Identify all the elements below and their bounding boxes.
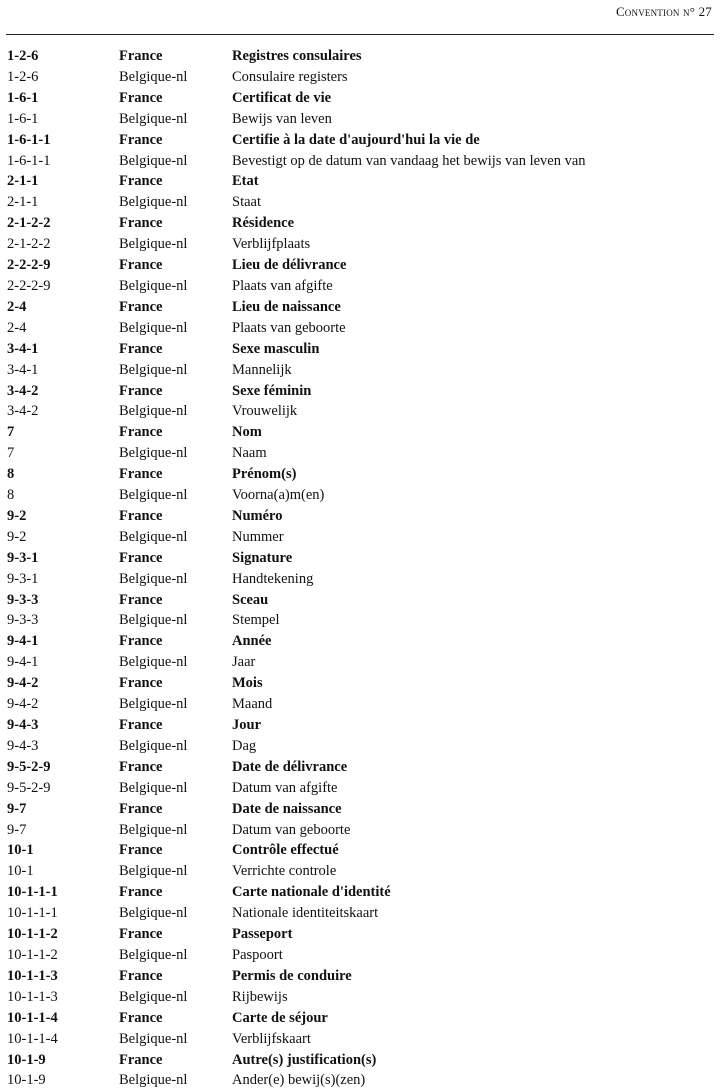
entry-label: Nummer (232, 528, 284, 545)
entry-country: Belgique-nl (119, 905, 188, 922)
entry-code: 2-4 (7, 319, 27, 336)
entry-label: Sceau (232, 591, 269, 608)
entry-code: 9-4-3 (7, 717, 39, 733)
entry-country: France (119, 1009, 163, 1026)
entry-code: 2-2-2-9 (7, 257, 51, 274)
table-row (7, 360, 713, 381)
entry-code: 9-4-2 (7, 696, 39, 713)
entry-country: Belgique-nl (119, 988, 188, 1005)
table-row (7, 1050, 713, 1071)
entry-label: Voorna(a)m(en) (232, 487, 325, 504)
table-row (7, 882, 713, 903)
table-row (7, 213, 713, 234)
entry-code: 1-6-1-1 (7, 131, 51, 148)
entry-country: Belgique-nl (119, 277, 188, 294)
entry-country: France (119, 717, 163, 733)
entry-code: 10-1-1-3 (7, 988, 58, 1005)
table-row (7, 569, 713, 590)
entry-country: France (119, 382, 163, 399)
entry-country: Belgique-nl (119, 110, 188, 127)
entry-code: 9-4-1 (7, 633, 39, 650)
entry-country: France (119, 884, 163, 901)
entry-country: France (119, 967, 163, 984)
entry-code: 8 (7, 466, 15, 483)
table-row (7, 297, 713, 318)
table-row (7, 401, 713, 422)
entry-code: 9-3-3 (7, 612, 39, 629)
entry-country: Belgique-nl (119, 194, 188, 211)
entry-label: Numéro (232, 507, 283, 524)
entry-label: Date de naissance (232, 800, 342, 817)
entry-label: Paspoort (232, 946, 283, 963)
entry-code: 9-4-1 (7, 654, 39, 671)
entry-code: 2-1-1 (7, 194, 39, 211)
entry-label: Handtekening (232, 570, 314, 587)
entry-label: Sexe masculin (232, 340, 320, 357)
entry-code: 3-4-2 (7, 403, 39, 420)
table-row (7, 590, 713, 611)
entry-label: Certifie à la date d'aujourd'hui la vie de (232, 131, 480, 148)
entry-label: Sexe féminin (232, 382, 312, 399)
entry-code: 9-7 (7, 800, 27, 817)
entry-country: France (119, 926, 163, 943)
table-row (7, 861, 713, 882)
entry-country: Belgique-nl (119, 236, 188, 253)
entry-country: Belgique-nl (119, 403, 188, 420)
entry-country: France (119, 340, 163, 357)
entry-country: France (119, 257, 163, 274)
table-row (7, 46, 713, 67)
entry-label: Résidence (232, 215, 295, 232)
entry-label: Lieu de délivrance (232, 257, 347, 274)
entry-code: 7 (7, 424, 15, 441)
entry-label: Dag (232, 737, 257, 754)
entry-code: 9-5-2-9 (7, 779, 51, 796)
entry-label: Certificat de vie (232, 89, 332, 106)
entry-country: Belgique-nl (119, 319, 188, 336)
entry-code: 2-1-1 (7, 173, 39, 190)
entry-country: France (119, 758, 163, 775)
table-row (7, 757, 713, 778)
entry-country: Belgique-nl (119, 821, 188, 838)
entry-label: Nom (232, 424, 262, 441)
table-row (7, 924, 713, 945)
entry-code: 10-1-1-2 (7, 926, 58, 943)
entry-code: 2-1-2-2 (7, 215, 51, 232)
table-row (7, 903, 713, 924)
entry-label: Année (232, 633, 272, 650)
table-row (7, 945, 713, 966)
table-row (7, 234, 713, 255)
entry-country: Belgique-nl (119, 696, 188, 713)
entry-code: 1-6-1 (7, 110, 39, 127)
table-row (7, 443, 713, 464)
table-row (7, 339, 713, 360)
entry-label: Mannelijk (232, 361, 292, 378)
entry-label: Registres consulaires (232, 48, 362, 64)
entry-country: Belgique-nl (119, 570, 188, 587)
entry-code: 10-1-1-1 (7, 884, 58, 901)
entry-country: Belgique-nl (119, 863, 188, 880)
entry-label: Maand (232, 696, 273, 713)
entry-label: Jour (232, 717, 261, 733)
entry-country: France (119, 591, 163, 608)
entry-code: 3-4-1 (7, 340, 39, 357)
table-row (7, 987, 713, 1008)
table-row (7, 276, 713, 297)
entry-label: Vrouwelijk (232, 403, 298, 420)
table-row (7, 318, 713, 339)
entry-list (7, 46, 713, 1091)
entry-code: 7 (7, 445, 15, 462)
entry-country: Belgique-nl (119, 361, 188, 378)
entry-code: 10-1-9 (7, 1072, 46, 1089)
table-row (7, 464, 713, 485)
entry-label: Date de délivrance (232, 758, 348, 775)
entry-code: 10-1-1-4 (7, 1030, 58, 1047)
entry-country: France (119, 466, 163, 483)
entry-country: Belgique-nl (119, 737, 188, 754)
table-row (7, 820, 713, 841)
table-row (7, 610, 713, 631)
entry-code: 9-4-3 (7, 737, 39, 754)
entry-country: France (119, 131, 163, 148)
entry-label: Consulaire registers (232, 68, 348, 85)
entry-country: France (119, 173, 163, 190)
table-row (7, 109, 713, 130)
entry-country: France (119, 48, 163, 64)
entry-code: 9-4-2 (7, 675, 39, 692)
table-row (7, 171, 713, 192)
entry-country: Belgique-nl (119, 445, 188, 462)
entry-code: 2-4 (7, 298, 27, 315)
entry-label: Carte de séjour (232, 1009, 328, 1026)
table-row (7, 1008, 713, 1029)
entry-country: France (119, 424, 163, 441)
table-row (7, 799, 713, 820)
entry-label: Verblijfskaart (232, 1030, 311, 1047)
table-row (7, 381, 713, 402)
table-row (7, 151, 713, 172)
entry-code: 2-1-2-2 (7, 236, 51, 253)
entry-label: Mois (232, 675, 263, 692)
entry-label: Plaats van geboorte (232, 319, 346, 336)
table-row (7, 840, 713, 861)
entry-label: Contrôle effectué (232, 842, 339, 859)
entry-country: Belgique-nl (119, 654, 188, 671)
entry-country: Belgique-nl (119, 152, 188, 169)
entry-label: Ander(e) bewij(s)(zen) (232, 1072, 366, 1089)
entry-label: Prénom(s) (232, 466, 297, 483)
entry-label: Jaar (232, 654, 256, 671)
entry-code: 9-3-3 (7, 591, 39, 608)
entry-code: 3-4-2 (7, 382, 39, 399)
entry-code: 3-4-1 (7, 361, 39, 378)
table-row (7, 422, 713, 443)
entry-country: Belgique-nl (119, 1030, 188, 1047)
entry-label: Datum van geboorte (232, 821, 351, 838)
entry-code: 9-2 (7, 507, 27, 524)
table-row (7, 548, 713, 569)
page-header: Convention n° 27 (615, 4, 712, 19)
entry-country: France (119, 215, 163, 232)
entry-code: 10-1-1-3 (7, 967, 58, 984)
table-row (7, 1029, 713, 1050)
entry-country: France (119, 549, 163, 566)
entry-code: 9-7 (7, 821, 27, 838)
table-row (7, 527, 713, 548)
entry-code: 1-6-1-1 (7, 152, 51, 169)
table-row (7, 673, 713, 694)
entry-code: 1-2-6 (7, 48, 39, 64)
entry-label: Signature (232, 549, 293, 566)
entry-country: Belgique-nl (119, 779, 188, 796)
entry-code: 9-5-2-9 (7, 758, 51, 775)
entry-label: Staat (232, 194, 261, 211)
entry-label: Lieu de naissance (232, 298, 341, 315)
table-row (7, 192, 713, 213)
entry-country: France (119, 675, 163, 692)
entry-code: 10-1-1-1 (7, 905, 58, 922)
entry-country: France (119, 633, 163, 650)
table-row (7, 130, 713, 151)
entry-country: Belgique-nl (119, 528, 188, 545)
table-row (7, 652, 713, 673)
entry-label: Carte nationale d'identité (232, 884, 391, 901)
entry-code: 8 (7, 487, 15, 504)
entry-country: Belgique-nl (119, 68, 188, 85)
entry-label: Rijbewijs (232, 988, 288, 1005)
entry-country: Belgique-nl (119, 487, 188, 504)
entry-code: 1-6-1 (7, 89, 39, 106)
entry-label: Nationale identiteitskaart (232, 905, 379, 922)
entry-label: Permis de conduire (232, 967, 352, 984)
table-row (7, 694, 713, 715)
table-row (7, 966, 713, 987)
entry-country: France (119, 842, 163, 859)
entry-country: France (119, 298, 163, 315)
entry-country: Belgique-nl (119, 946, 188, 963)
entry-code: 10-1 (7, 842, 34, 859)
table-row (7, 778, 713, 799)
entry-label: Plaats van afgifte (232, 277, 333, 294)
entry-country: France (119, 507, 163, 524)
entry-label: Bewijs van leven (232, 110, 332, 127)
entry-country: France (119, 800, 163, 817)
entry-code: 9-3-1 (7, 570, 39, 587)
entry-code: 2-2-2-9 (7, 277, 51, 294)
entry-country: France (119, 1051, 163, 1068)
table-row (7, 67, 713, 88)
entry-label: Verrichte controle (232, 863, 337, 880)
header-rule (6, 34, 714, 35)
table-row (7, 736, 713, 757)
table-row (7, 485, 713, 506)
entry-code: 10-1-9 (7, 1051, 46, 1068)
table-row (7, 506, 713, 527)
entry-code: 9-2 (7, 528, 27, 545)
entry-label: Bevestigt op de datum van vandaag het bewijs van leven van (232, 152, 586, 169)
entry-country: France (119, 89, 163, 106)
table-row (7, 715, 713, 736)
entry-code: 10-1-1-2 (7, 946, 58, 963)
entry-label: Datum van afgifte (232, 779, 338, 796)
entry-code: 10-1-1-4 (7, 1009, 58, 1026)
entry-country: Belgique-nl (119, 1072, 188, 1089)
entry-label: Autre(s) justification(s) (232, 1051, 377, 1068)
entry-label: Naam (232, 445, 267, 462)
entry-code: 10-1 (7, 863, 34, 880)
table-row (7, 631, 713, 652)
table-row (7, 88, 713, 109)
entry-label: Passeport (232, 926, 293, 943)
entry-label: Verblijfplaats (232, 236, 311, 253)
entry-code: 1-2-6 (7, 68, 39, 85)
entry-label: Stempel (232, 612, 280, 629)
entry-code: 9-3-1 (7, 549, 39, 566)
entry-label: Etat (232, 173, 259, 190)
table-row (7, 255, 713, 276)
entry-country: Belgique-nl (119, 612, 188, 629)
